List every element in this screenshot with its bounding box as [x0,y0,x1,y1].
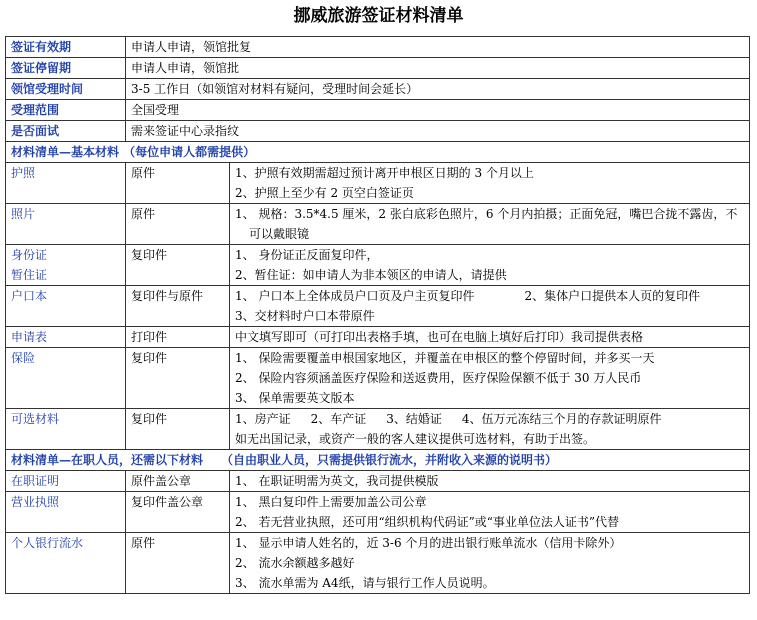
checklist-table [5,36,750,594]
detail-line: 1、 显示申请人姓名的，近 3-6 个月的进出银行账单流水（信用卡除外） [235,536,622,550]
item-type: 打印件 [126,327,230,348]
item-type: 原件 [126,533,230,594]
item-name: 申请表 [6,327,126,348]
section-title-right: （自由职业人员，只需提供银行流水，并附收入来源的说明书） [221,453,558,467]
material-row [6,348,750,409]
detail-part: 1、房产证 [235,412,291,426]
item-name: 可选材料 [6,409,126,450]
item-name: 个人银行流水 [6,533,126,594]
item-detail: 1、 在职证明需为英文，我司提供模版 [230,471,750,492]
item-name-line: 身份证 [11,248,48,262]
row-value: 3-5 工作日（如领馆对材料有疑问，受理时间会延长） [126,79,750,100]
detail-line: 如无出国记录，或资产一般的客人建议提供可选材料，有助于出签。 [235,432,596,446]
material-row [6,286,750,327]
row-label: 签证有效期 [6,37,126,58]
material-row [6,163,750,204]
section-header-employed [6,450,750,471]
item-type: 复印件盖公章 [126,492,230,533]
section-title: 材料清单—基本材料 （每位申请人都需提供） [6,142,750,163]
item-detail [230,245,750,286]
detail-line: 1、 黑白复印件上需要加盖公司公章 [235,495,427,509]
row-label: 领馆受理时间 [6,79,126,100]
section-header-basic [6,142,750,163]
detail-line: 2、 若无营业执照，还可用“组织机构代码证”或“事业单位法人证书”代替 [235,515,619,529]
detail-part: 4、伍万元冻结三个月的存款证明原件 [461,412,662,426]
summary-row [6,58,750,79]
summary-row [6,37,750,58]
detail-line [235,409,744,429]
detail-line: 2、护照上至少有 2 页空白签证页 [235,186,414,200]
material-row [6,245,750,286]
item-name: 户口本 [6,286,126,327]
detail-line: 3、 流水单需为 A4纸，请与银行工作人员说明。 [235,576,495,590]
item-detail [230,286,750,327]
summary-row [6,100,750,121]
item-type: 复印件与原件 [126,286,230,327]
section-title-left: 材料清单—在职人员，还需以下材料 [11,453,204,467]
item-name: 照片 [6,204,126,245]
detail-line: 2、暂住证：如申请人为非本领区的申请人，请提供 [235,268,507,282]
row-value: 全国受理 [126,100,750,121]
detail-line [235,286,744,306]
item-name: 护照 [6,163,126,204]
item-detail [230,533,750,594]
item-type: 原件 [126,204,230,245]
item-detail [230,409,750,450]
detail-part: 2、车产证 [310,412,367,426]
item-type: 复印件 [126,348,230,409]
item-detail: 中文填写即可（可打印出表格手填，也可在电脑上填好后打印）我司提供表格 [230,327,750,348]
detail-line: 3、 保单需要英文版本 [235,391,355,405]
item-detail [230,204,750,245]
detail-line: 2、 保险内容须涵盖医疗保险和送返费用，医疗保险保额不低于 30 万人民币 [235,371,642,385]
material-row [6,471,750,492]
detail-line: 2、 流水余额越多越好 [235,556,355,570]
detail-line: 1、 规格：3.5*4.5 厘米，2 张白底彩色照片，6 个月内拍摄；正面免冠，嘴巴合拢不露齿，不可以戴眼镜 [235,207,738,241]
row-value: 申请人申请，领馆批 [126,58,750,79]
item-name [6,245,126,286]
detail-line: 3、交材料时户口本带原件 [235,309,375,323]
item-detail [230,492,750,533]
detail-line: 1、 保险需要覆盖申根国家地区，并覆盖在申根区的整个停留时间，并多买一天 [235,351,655,365]
item-detail [230,348,750,409]
row-label: 是否面试 [6,121,126,142]
summary-row [6,79,750,100]
detail-line: 1、 身份证正反面复印件， [235,248,379,262]
detail-part: 1、 户口本上全体成员户口页及户主页复印件 [235,289,475,303]
material-row [6,409,750,450]
detail-part: 3、结婚证 [386,412,442,426]
item-name-line: 暂住证 [11,268,48,282]
item-name: 在职证明 [6,471,126,492]
item-type: 原件盖公章 [126,471,230,492]
summary-row [6,121,750,142]
item-name: 营业执照 [6,492,126,533]
row-value: 需来签证中心录指纹 [126,121,750,142]
item-type: 复印件 [126,409,230,450]
item-detail [230,163,750,204]
item-name: 保险 [6,348,126,409]
material-row [6,492,750,533]
page-title: 挪威旅游签证材料清单 [293,6,464,26]
material-row [6,204,750,245]
detail-part: 2、集体户口提供本人页的复印件 [524,289,701,303]
row-label: 受理范围 [6,100,126,121]
material-row [6,327,750,348]
detail-line: 1、护照有效期需超过预计离开申根区日期的 3 个月以上 [235,166,534,180]
section-title [6,450,750,471]
row-label: 签证停留期 [6,58,126,79]
item-type: 原件 [126,163,230,204]
material-row [6,533,750,594]
item-type: 复印件 [126,245,230,286]
row-value: 申请人申请，领馆批复 [126,37,750,58]
